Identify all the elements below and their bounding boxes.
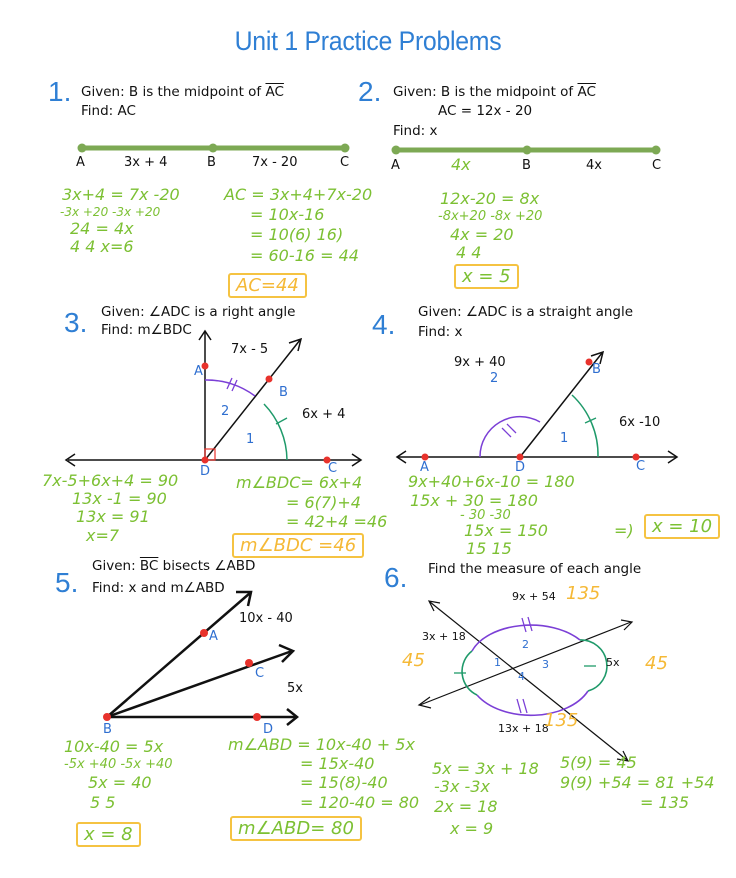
p6-angle-3-label: 3 (542, 658, 549, 671)
p5-point-a: A (209, 629, 218, 644)
problem-4-number: 4. (372, 309, 396, 340)
p1-work-right-1: AC = 3x+4+7x-20 (224, 185, 373, 204)
problem-5-given (92, 558, 255, 574)
p5-work-left-1: 10x-40 = 5x (64, 737, 164, 756)
p5-given-suffix: bisects ∠ABD (158, 558, 256, 574)
p1-work-right-2: = 10x-16 (250, 205, 325, 224)
p5-work-left-4: 5 5 (90, 793, 116, 812)
problem-2-number: 2. (358, 76, 382, 107)
p6-work-left-2: -3x -3x (434, 777, 490, 796)
p1-point-b: B (207, 155, 216, 170)
p2-work-4: 4 4 (456, 243, 482, 262)
p4-expr-1: 9x + 40 (454, 355, 506, 370)
p6-hand-top: 135 (566, 583, 601, 604)
p3-point-a: A (194, 364, 203, 379)
p5-answer-left: x = 8 (76, 822, 141, 847)
p4-angle-figure (397, 352, 677, 463)
p3-work-left-4: x=7 (86, 526, 120, 545)
p6-expr-left: 3x + 18 (422, 630, 466, 643)
p5-ray: $\overline{BC}$ (139, 558, 159, 574)
problem-2-find: Find: x (393, 123, 438, 139)
p5-expr-1: 10x - 40 (239, 611, 293, 626)
p1-seg-label-bc: 7x - 20 (252, 155, 298, 170)
problem-4-given: Given: ∠ADC is a straight angle (418, 304, 634, 320)
problem-2-given (393, 84, 596, 100)
p5-work-right-4: = 120-40 = 80 (300, 793, 420, 812)
problem-3-number: 3. (64, 307, 88, 338)
p4-point-c: C (636, 459, 646, 474)
p1-point-a: A (76, 155, 85, 170)
p4-work-4: 15x = 150 (464, 521, 548, 540)
p3-expr-2: 6x + 4 (302, 407, 346, 422)
p3-work-left-2: 13x -1 = 90 (72, 489, 167, 508)
problem-1-number: 1. (48, 76, 72, 107)
p1-work-right-3: = 10(6) 16) (250, 225, 344, 244)
p6-angle-4-label: 4 (518, 670, 525, 683)
p6-work-left-1: 5x = 3x + 18 (432, 759, 539, 778)
p3-work-right-3: = 42+4 =46 (286, 512, 388, 531)
page-title: Unit 1 Practice Problems (234, 26, 502, 56)
p5-answer-right: m∠ABD= 80 (230, 816, 362, 841)
p5-point-b: B (103, 722, 112, 737)
problem-5-number: 5. (55, 567, 79, 598)
p1-work-left-3: 24 = 4x (70, 219, 134, 238)
p5-point-c: C (255, 666, 265, 681)
p4-expr-2: 6x -10 (619, 415, 661, 430)
problem-5-find: Find: x and m∠ABD (92, 580, 225, 596)
problem-6-number: 6. (384, 562, 408, 593)
problem-2-equation: AC = 12x - 20 (438, 103, 533, 119)
p1-work-left-4: 4 4 x=6 (70, 237, 134, 256)
p3-work-right-1: m∠BDC= 6x+4 (236, 473, 363, 492)
p3-work-left-3: 13x = 91 (76, 507, 150, 526)
p2-work-1: 12x-20 = 8x (440, 189, 540, 208)
p2-point-b: B (522, 158, 531, 173)
p1-point-c: C (340, 155, 350, 170)
p3-angle-2-label: 2 (221, 404, 230, 419)
p6-hand-right: 45 (645, 653, 668, 674)
p4-work-2: 15x + 30 = 180 (410, 491, 538, 510)
p3-point-d: D (200, 464, 211, 479)
p6-work-left-3: 2x = 18 (434, 797, 498, 816)
p4-work-1: 9x+40+6x-10 = 180 (408, 472, 575, 491)
problem-4-find: Find: x (418, 324, 463, 340)
p2-work-2: -8x+20 -8x +20 (438, 209, 543, 224)
p5-work-right-3: = 15(8)-40 (300, 773, 388, 792)
p2-seg-label-ab: 4x (451, 155, 471, 174)
p4-implies-arrow: =) (614, 521, 634, 540)
p4-point-d: D (515, 460, 526, 475)
p5-work-right-2: = 15x-40 (300, 754, 375, 773)
p2-point-a: A (391, 158, 400, 173)
p2-answer-box: x = 5 (454, 264, 519, 289)
problem-3-find: Find: m∠BDC (101, 322, 192, 338)
p6-hand-bottom: 135 (544, 710, 579, 731)
p3-angle-1-label: 1 (246, 432, 255, 447)
p2-given-text: Given: B is the midpoint of (393, 84, 578, 100)
p2-seg-label-bc: 4x (586, 158, 602, 173)
p3-answer-box: m∠BDC =46 (232, 533, 364, 558)
p5-work-left-3: 5x = 40 (88, 773, 152, 792)
p1-work-left-2: -3x +20 -3x +20 (60, 205, 161, 219)
p4-angle-2-label: 2 (490, 371, 499, 386)
p1-segment-figure (78, 144, 350, 153)
p6-work-right-3: = 135 (640, 793, 690, 812)
p5-point-d: D (263, 722, 274, 737)
p4-point-b: B (592, 362, 601, 377)
p6-expr-bottom: 13x + 18 (498, 722, 549, 735)
p6-work-left-4: x = 9 (450, 819, 494, 838)
problem-3-given: Given: ∠ADC is a right angle (101, 304, 296, 320)
p6-work-right-2: 9(9) +54 = 81 +54 (560, 773, 715, 792)
p1-work-right-4: = 60-16 = 44 (250, 246, 359, 265)
p5-expr-2: 5x (287, 681, 303, 696)
p3-work-right-2: = 6(7)+4 (286, 493, 361, 512)
p5-given-prefix: Given: (92, 558, 140, 574)
p4-answer-box: x = 10 (644, 514, 720, 539)
p1-seg-label-ab: 3x + 4 (124, 155, 168, 170)
p4-angle-1-label: 1 (560, 431, 569, 446)
p3-point-b: B (279, 385, 288, 400)
p6-angle-1-label: 1 (494, 656, 501, 669)
p5-work-right-1: m∠ABD = 10x-40 + 5x (228, 735, 415, 754)
p4-point-a: A (420, 460, 429, 475)
p1-work-left-1: 3x+4 = 7x -20 (62, 185, 180, 204)
p6-angle-2-label: 2 (522, 638, 529, 651)
p2-segment: $\overline{AC}$ (577, 84, 596, 100)
problem-6-prompt: Find the measure of each angle (428, 561, 642, 577)
p3-point-c: C (328, 461, 338, 476)
problem-1-find: Find: AC (81, 103, 136, 119)
p6-hand-left: 45 (402, 650, 425, 671)
p6-expr-right: 5x (606, 656, 620, 669)
p5-work-left-2: -5x +40 -5x +40 (64, 757, 173, 772)
p3-work-left-1: 7x-5+6x+4 = 90 (42, 471, 179, 490)
p6-vertical-angles-figure (419, 601, 632, 761)
p2-segment-figure (392, 146, 661, 155)
p1-given-text: Given: B is the midpoint of (81, 84, 266, 100)
p6-expr-top: 9x + 54 (512, 590, 556, 603)
p6-work-right-1: 5(9) = 45 (560, 753, 637, 772)
p1-segment: $\overline{AC}$ (265, 84, 284, 100)
p2-work-3: 4x = 20 (450, 225, 514, 244)
p2-point-c: C (652, 158, 662, 173)
p3-angle-figure (66, 331, 361, 466)
p4-work-3: - 30 -30 (460, 508, 511, 523)
p3-expr-1: 7x - 5 (231, 342, 269, 357)
p4-work-5: 15 15 (466, 539, 512, 558)
p1-answer-box: AC=44 (228, 273, 307, 298)
